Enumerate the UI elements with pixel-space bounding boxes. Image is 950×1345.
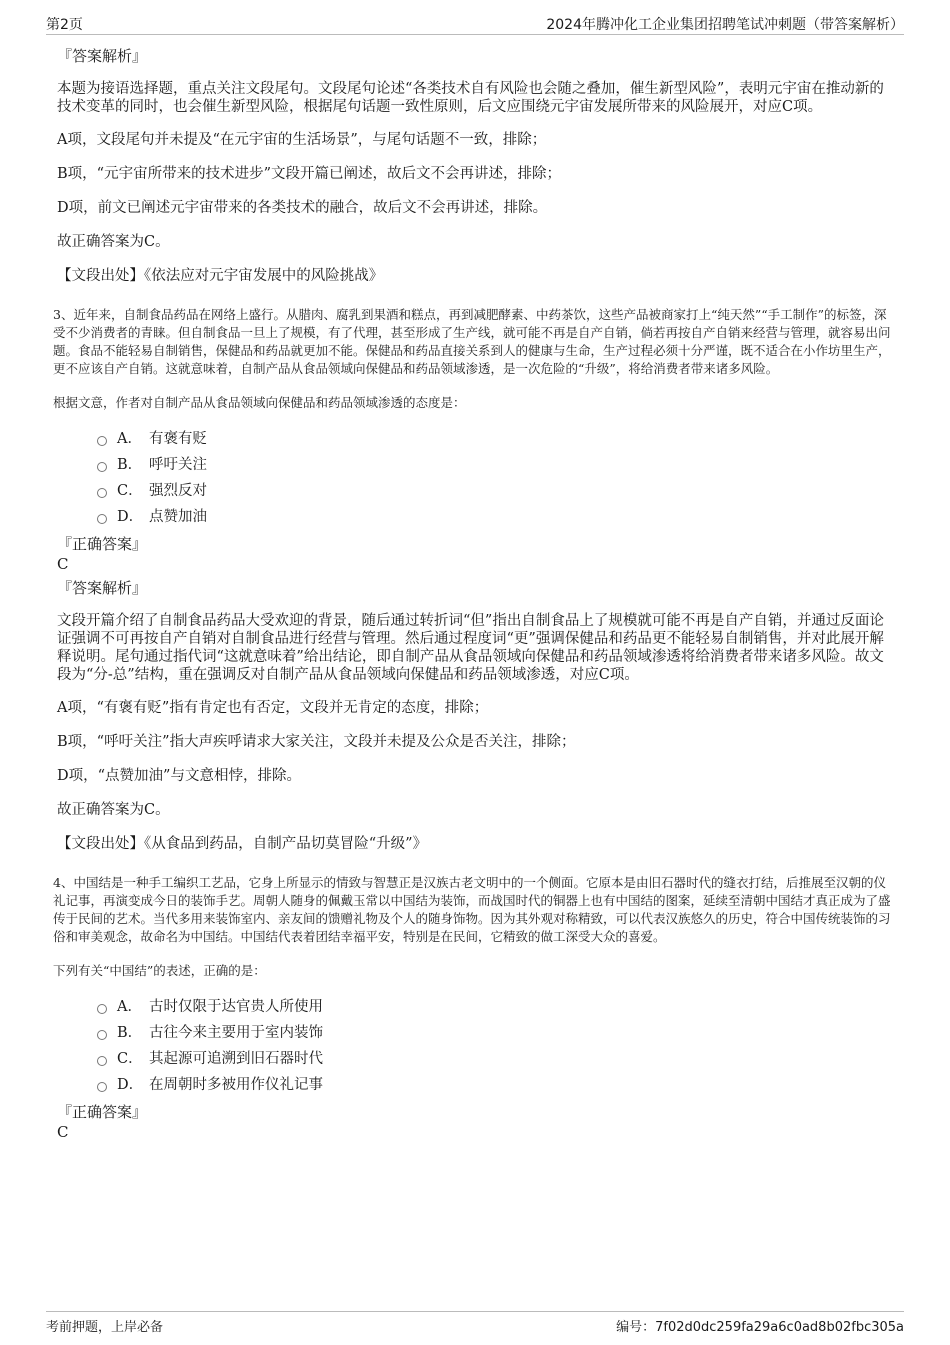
analysis-line-a: A项，“有褒有贬”指有肯定也有否定，文段并无肯定的态度，排除； — [57, 700, 489, 716]
option-d[interactable] — [97, 1072, 893, 1098]
option-letter: B． — [117, 1025, 143, 1041]
option-text: 强烈反对 — [149, 483, 207, 499]
footer-slogan: 考前押题，上岸必备 — [46, 1320, 164, 1335]
analysis-conclusion: 故正确答案为C。 — [57, 234, 170, 250]
option-text: 古时仅限于达官贵人所使用 — [149, 999, 323, 1015]
question-2-explanation — [57, 46, 893, 286]
radio-icon[interactable] — [97, 1082, 107, 1092]
question-prompt: 下列有关“中国结”的表述，正确的是： — [53, 963, 266, 978]
correct-answer: C — [57, 1123, 69, 1141]
question-text: 4、中国结是一种手工编织工艺品，它身上所显示的情致与智慧正是汉族古老文明中的一个侧面。它原本是由旧石器时代的缝衣打结，后推展至汉朝的仪礼记事，再演变成今日的装饰手艺。周朝人随身的佩戴玉常以中国结为装饰，而战国时代的铜器上也有中国结的图案，延续至清朝中国结才真正成为了盛传于民间的艺术。当代多用来装饰室内、亲友间的馈赠礼物及个人的随身饰物。因为其外观对称精致，可以代表汉族悠久的历史，符合中国传统装饰的习俗和审美观念，故命名为中国结。中国结代表着团结幸福平安，特别是在民间，它精致的做工深受大众的喜爱。 — [53, 875, 891, 944]
option-a[interactable] — [97, 426, 893, 452]
analysis-line-b: B项，“呼吁关注”指大声疾呼请求大家关注，文段并未提及公众是否关注，排除； — [57, 734, 576, 750]
analysis-text: 本题为接语选择题，重点关注文段尾句。文段尾句论述“各类技术自有风险也会随之叠加，催生新型风险”，表明元宇宙在推动新的技术变革的同时，也会催生新型风险，根据尾句话题一致性原则，后文应围绕元宇宙发展所带来的风险展开，对应C项。 — [57, 81, 884, 115]
option-list — [97, 426, 893, 530]
page-number: 第2页 — [46, 17, 83, 33]
source-citation: 【文段出处】《依法应对元宇宙发展中的风险挑战》 — [57, 268, 384, 284]
radio-icon[interactable] — [97, 1030, 107, 1040]
correct-answer: C — [57, 555, 69, 573]
analysis-label: 『答案解析』 — [57, 579, 148, 597]
radio-icon[interactable] — [97, 488, 107, 498]
analysis-label: 『答案解析』 — [57, 47, 148, 65]
page-header — [46, 14, 904, 35]
analysis-line-a: A项，文段尾句并未提及“在元宇宙的生活场景”，与尾句话题不一致，排除； — [57, 132, 547, 148]
option-b[interactable] — [97, 452, 893, 478]
correct-answer-label: 『正确答案』 — [57, 1103, 148, 1121]
page-footer — [46, 1311, 904, 1338]
radio-icon[interactable] — [97, 1004, 107, 1014]
analysis-conclusion: 故正确答案为C。 — [57, 802, 170, 818]
analysis-text: 文段开篇介绍了自制食品药品大受欢迎的背景，随后通过转折词“但”指出自制食品上了规模就可能不再是自产自销，并通过反面论证强调不可再按自产自销对自制食品进行经营与管理。然后通过程度词“更”强调保健品和药品更不能轻易自制销售，并对此展开解释说明。尾句通过指代词“这就意味着”给出结论，即自制产品从食品领域向保健品和药品领域渗透将给消费者带来诸多风险。故文段为“分-总”结构，重在强调反对自制产品从食品领域向保健品和药品领域渗透，对应C项。 — [57, 613, 884, 683]
option-letter: A． — [117, 999, 142, 1015]
option-text: 点赞加油 — [149, 509, 207, 525]
radio-icon[interactable] — [97, 462, 107, 472]
document-id: 编号：7f02d0dc259fa29a6c0ad8b02fbc305a — [616, 1320, 904, 1335]
analysis-line-d: D项，“点赞加油”与文意相悖，排除。 — [57, 768, 301, 784]
option-d[interactable] — [97, 504, 893, 530]
analysis-line-d: D项，前文已阐述元宇宙带来的各类技术的融合，故后文不会再讲述，排除。 — [57, 200, 548, 216]
option-letter: C． — [117, 1051, 143, 1067]
option-text: 有褒有贬 — [149, 431, 207, 447]
question-prompt: 根据文意，作者对自制产品从食品领域向保健品和药品领域渗透的态度是： — [53, 395, 466, 410]
correct-answer-label: 『正确答案』 — [57, 535, 148, 553]
option-a[interactable] — [97, 994, 893, 1020]
analysis-line-b: B项，“元宇宙所带来的技术进步”文段开篇已阐述，故后文不会再讲述，排除； — [57, 166, 561, 182]
option-text: 其起源可追溯到旧石器时代 — [149, 1051, 323, 1067]
radio-icon[interactable] — [97, 436, 107, 446]
main-content — [53, 40, 893, 1142]
option-text: 在周朝时多被用作仪礼记事 — [149, 1077, 323, 1093]
radio-icon[interactable] — [97, 1056, 107, 1066]
question-text: 3、近年来，自制食品药品在网络上盛行。从腊肉、腐乳到果酒和糕点，再到减肥酵素、中药茶饮，这些产品被商家打上“纯天然”“手工制作”的标签，深受不少消费者的青睐。但自制食品一旦上了规模，有了代理，甚至形成了生产线，就可能不再是自产自销，倘若再按自产自销来经营与管理，就容易出问题。食品不能轻易自制销售，保健品和药品就更加不能。保健品和药品直接关系到人的健康与生命，生产过程必须十分严谨，既不适合在小作坊里生产，更不应该自产自销。这就意味着，自制产品从食品领域向保健品和药品领域渗透，是一次危险的“升级”，将给消费者带来诸多风险。 — [53, 307, 891, 376]
option-list — [97, 994, 893, 1098]
option-b[interactable] — [97, 1020, 893, 1046]
document-title: 2024年腾冲化工企业集团招聘笔试冲刺题（带答案解析） — [546, 17, 904, 33]
question-3 — [53, 306, 893, 854]
option-c[interactable] — [97, 478, 893, 504]
question-4 — [53, 874, 893, 1142]
option-text: 古往今来主要用于室内装饰 — [149, 1025, 323, 1041]
option-letter: D． — [117, 509, 144, 525]
source-citation: 【文段出处】《从食品到药品，自制产品切莫冒险“升级”》 — [57, 836, 428, 852]
radio-icon[interactable] — [97, 514, 107, 524]
option-letter: B． — [117, 457, 143, 473]
option-letter: D． — [117, 1077, 144, 1093]
option-c[interactable] — [97, 1046, 893, 1072]
option-letter: A． — [117, 431, 142, 447]
option-text: 呼吁关注 — [149, 457, 207, 473]
option-letter: C． — [117, 483, 143, 499]
